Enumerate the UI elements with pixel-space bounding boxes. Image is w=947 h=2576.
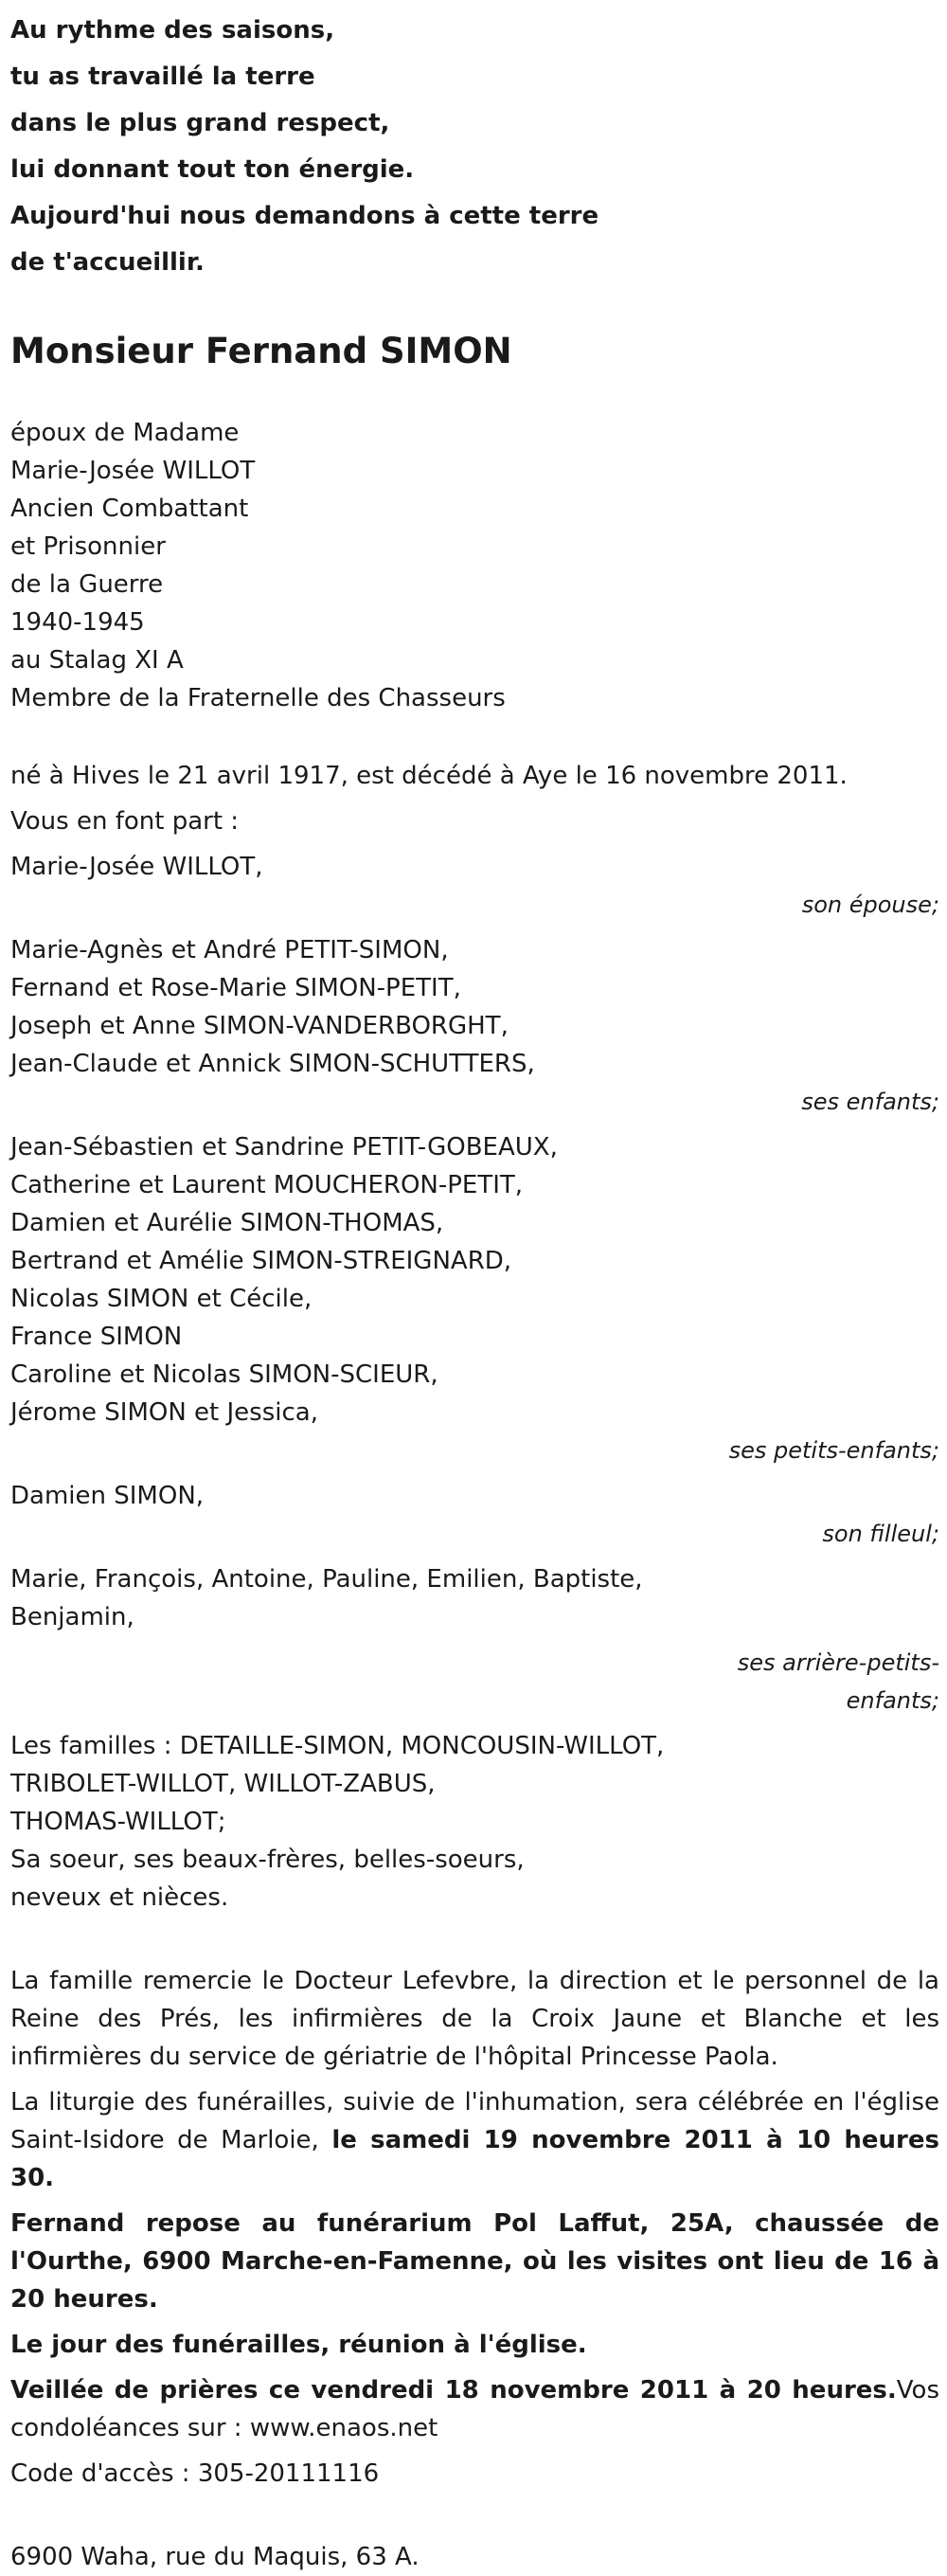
vigil-paragraph	[10, 2371, 939, 2447]
announce-line: Vous en font part :	[10, 807, 240, 836]
family-member: Jean-Sébastien et Sandrine PETIT-GOBEAUX,	[10, 1133, 558, 1162]
condolences-text: Vos condoléances sur : www.enaos.net	[10, 2376, 939, 2442]
family-line: Les familles : DETAILLE-SIMON, MONCOUSIN-WILLOT,	[10, 1732, 665, 1760]
relation-label-line: enfants;	[846, 1687, 939, 1714]
info-line: Marie-Josée WILLOT	[10, 457, 256, 485]
birth-death-line: né à Hives le 21 avril 1917, est décédé à Aye le 16 novembre 2011.	[10, 762, 848, 790]
grandchildren-group	[10, 1128, 939, 1469]
info-line: 1940-1945	[10, 608, 145, 637]
vigil-text: Veillée de prières ce vendredi 18 novembre 2011 à 20 heures.	[10, 2376, 897, 2405]
poem-line: Au rythme des saisons,	[10, 16, 335, 45]
church-meeting: Le jour des funérailles, réunion à l'église.	[10, 2331, 587, 2359]
family-member: Jean-Claude et Annick SIMON-SCHUTTERS,	[10, 1050, 535, 1078]
access-code: Code d'accès : 305-20111116	[10, 2459, 380, 2488]
godson-group	[10, 1477, 939, 1553]
relation-label	[10, 1644, 939, 1720]
liturgy-paragraph	[10, 2083, 939, 2197]
poem-line: de t'accueillir.	[10, 248, 205, 277]
family-member: Catherine et Laurent MOUCHERON-PETIT,	[10, 1171, 524, 1199]
relation-label: ses enfants;	[801, 1089, 939, 1115]
family-member: Caroline et Nicolas SIMON-SCIEUR,	[10, 1360, 438, 1389]
family-member: Damien SIMON,	[10, 1482, 205, 1510]
relation-label: son épouse;	[801, 892, 939, 918]
thanks-paragraph: La famille remercie le Docteur Lefevbre, la direction et le personnel de la Reine des Prés, les infirmières de la Croix Jaune et Blanche et les infirmières du service de gériatrie de l'hôpital Princesse Paola.	[10, 1967, 939, 2071]
family-line: THOMAS-WILLOT;	[10, 1808, 226, 1836]
info-line: au Stalag XI A	[10, 646, 184, 675]
family-member: Bertrand et Amélie SIMON-STREIGNARD,	[10, 1247, 512, 1275]
info-line: et Prisonnier	[10, 532, 166, 561]
poem-line: tu as travaillé la terre	[10, 63, 315, 91]
family-member: Fernand et Rose-Marie SIMON-PETIT,	[10, 974, 461, 1002]
family-line: Sa soeur, ses beaux-frères, belles-soeurs,	[10, 1846, 525, 1874]
poem-line: lui donnant tout ton énergie.	[10, 155, 415, 184]
relation-label-line: ses arrière-petits-	[737, 1649, 939, 1676]
poem	[10, 0, 939, 286]
info-line: Ancien Combattant	[10, 495, 249, 523]
poem-line: Aujourd'hui nous demandons à cette terre	[10, 202, 599, 230]
liturgy-date: le samedi 19 novembre 2011 à 10 heures 30.	[10, 2126, 939, 2192]
extended-family	[10, 1727, 939, 1917]
address: 6900 Waha, rue du Maquis, 63 A.	[10, 2543, 420, 2571]
family-member: Marie, François, Antoine, Pauline, Emilien, Baptiste,	[10, 1565, 643, 1594]
family-member: Marie-Josée WILLOT,	[10, 853, 263, 881]
family-member: Joseph et Anne SIMON-VANDERBORGHT,	[10, 1012, 509, 1040]
spouse-group	[10, 848, 939, 924]
relation-label: ses petits-enfants;	[728, 1437, 939, 1464]
great-grandchildren-group	[10, 1560, 939, 1720]
family-member: Benjamin,	[10, 1603, 134, 1631]
family-member: France SIMON	[10, 1323, 183, 1351]
poem-line: dans le plus grand respect,	[10, 109, 390, 137]
info-line: Membre de la Fraternelle des Chasseurs	[10, 684, 506, 712]
funerarium-paragraph: Fernand repose au funérarium Pol Laffut, 25A, chaussée de l'Ourthe, 6900 Marche-en-Famenne, où les visites ont lieu de 16 à 20 heures.	[10, 2209, 939, 2314]
info-line: de la Guerre	[10, 570, 164, 599]
family-member: Jérome SIMON et Jessica,	[10, 1398, 318, 1427]
deceased-name: Monsieur Fernand SIMON	[10, 331, 512, 371]
family-member: Nicolas SIMON et Cécile,	[10, 1285, 313, 1313]
liturgy-text: La liturgie des funérailles, suivie de l'inhumation, sera célébrée en l'église Saint-Isidore de Marloie,	[10, 2088, 939, 2154]
family-member: Damien et Aurélie SIMON-THOMAS,	[10, 1209, 444, 1237]
family-member: Marie-Agnès et André PETIT-SIMON,	[10, 936, 449, 964]
info-line: époux de Madame	[10, 419, 240, 447]
family-line: neveux et nièces.	[10, 1883, 229, 1912]
deceased-info	[10, 414, 939, 717]
relation-label: son filleul;	[822, 1521, 939, 1547]
children-group	[10, 931, 939, 1121]
family-line: TRIBOLET-WILLOT, WILLOT-ZABUS,	[10, 1770, 436, 1798]
